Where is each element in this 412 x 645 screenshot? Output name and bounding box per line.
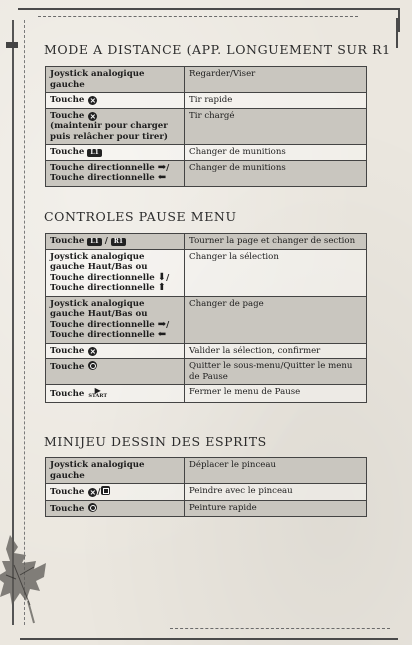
control-key-label: Touche directionnelle: [50, 162, 155, 173]
control-key: [46, 385, 185, 403]
circle-button-icon: [88, 361, 97, 370]
control-action: Quitter le sous-menu/Quitter le menu de Pause: [185, 359, 367, 385]
control-key-label: Touche: [50, 487, 85, 497]
decorative-frame-bottom: [20, 626, 398, 640]
table-row: [46, 160, 367, 186]
control-key-label: Touche: [50, 110, 85, 121]
control-key-label: Joystick analogique gauche Haut/Bas ou: [50, 298, 148, 319]
control-key: [46, 343, 185, 359]
arrow-right-icon: ➡: [157, 318, 167, 330]
control-action: Tir chargé: [185, 108, 367, 145]
control-key-label: Touche directionnelle: [50, 319, 155, 330]
l1-button-icon: L1: [87, 149, 101, 157]
control-action: Changer de munitions: [185, 145, 367, 161]
start-button-icon: ▶ START: [88, 385, 108, 399]
control-key: [46, 359, 185, 385]
arrow-up-icon: ⬆: [157, 282, 167, 293]
control-action: Tir rapide: [185, 93, 367, 109]
control-action: Déplacer le pinceau: [185, 458, 367, 484]
control-action: Changer de page: [185, 296, 367, 343]
control-key-label: Touche directionnelle: [50, 272, 155, 283]
table-row: [46, 343, 367, 359]
control-action: Fermer le menu de Pause: [185, 385, 367, 403]
control-key-label: Touche: [50, 345, 85, 356]
control-key-label: Touche directionnelle: [50, 173, 155, 183]
table-row: [46, 385, 367, 403]
control-key: Touche ✕ /: [46, 484, 185, 501]
control-key-label: Touche: [50, 236, 85, 246]
maple-leaf-icon: [0, 505, 70, 625]
table-row: [46, 500, 367, 517]
control-key: Joystick analogique gauche: [46, 458, 185, 484]
cross-button-icon: ✕: [89, 346, 96, 356]
control-key-label: Touche directionnelle: [50, 330, 155, 340]
cross-button-icon: ✕: [89, 96, 96, 105]
r1-button-icon: R1: [111, 238, 126, 246]
control-key-label: Joystick analogique gauche Haut/Bas ou: [50, 251, 148, 272]
control-key-label: Touche directionnelle: [50, 283, 155, 293]
arrow-right-icon: ➡: [157, 161, 167, 173]
control-action: Regarder/Viser: [185, 67, 367, 93]
control-action: Changer la sélection: [185, 249, 367, 296]
cross-button-icon: ✕: [89, 111, 96, 121]
control-key: Joystick analogique gauche Haut/Bas ou Touche directionnelle ⬇/ Touche directionnelle ⬆: [46, 249, 185, 296]
arrow-down-icon: ⬇: [157, 271, 167, 283]
decorative-frame-right: [396, 18, 398, 48]
controls-table-pause-menu: [45, 233, 367, 403]
section-title-remote-mode: MODE A DISTANCE (APP. LONGUEMENT SUR R1: [44, 42, 391, 57]
controls-table-remote-mode: [45, 66, 367, 187]
control-action: Tourner la page et changer de section: [185, 234, 367, 250]
table-row: [46, 67, 367, 93]
control-key: Joystick analogique gauche: [46, 67, 185, 93]
control-key-label: Touche: [50, 389, 85, 399]
control-key: [46, 108, 185, 145]
control-key: [46, 145, 185, 161]
decorative-frame-top: [18, 8, 400, 32]
control-action: Changer de munitions: [185, 160, 367, 186]
square-button-icon: [101, 486, 110, 495]
decorative-frame-notch: [6, 42, 18, 48]
control-action: Peinture rapide: [185, 500, 367, 517]
control-key: Joystick analogique gauche Haut/Bas ou Touche directionnelle ➡/ Touche directionnelle ⬅: [46, 296, 185, 343]
table-row: [46, 108, 367, 145]
control-key-label: Touche: [50, 147, 85, 157]
table-row: [46, 249, 367, 296]
table-row: [46, 484, 367, 501]
arrow-left-icon: ⬅: [157, 172, 167, 183]
control-action: Peindre avec le pinceau: [185, 484, 367, 501]
control-key: Touche directionnelle ➡/ Touche directionnelle ⬅: [46, 160, 185, 186]
control-key-note: (maintenir pour charger puis relâcher pour tirer): [50, 121, 168, 142]
table-row: [46, 234, 367, 250]
control-key: Touche L1 / R1: [46, 234, 185, 250]
table-row: [46, 93, 367, 109]
table-row: [46, 145, 367, 161]
arrow-left-icon: ⬅: [157, 329, 167, 340]
control-key-label: Touche: [50, 362, 85, 372]
section-title-minigame: MINIJEU DESSIN DES ESPRITS: [44, 434, 267, 449]
table-row: [46, 359, 367, 385]
cross-button-icon: ✕: [89, 488, 96, 497]
controls-table-minigame: [45, 457, 367, 517]
control-key-label: Touche: [50, 503, 85, 514]
table-row: [46, 296, 367, 343]
section-title-pause-menu: CONTROLES PAUSE MENU: [44, 209, 237, 224]
control-key: [46, 93, 185, 109]
control-key-label: Touche: [50, 95, 85, 105]
table-row: [46, 458, 367, 484]
l1-button-icon: L1: [87, 238, 101, 246]
circle-button-icon: [88, 503, 97, 512]
start-button-label: START: [88, 393, 108, 399]
control-action: Valider la sélection, confirmer: [185, 343, 367, 359]
